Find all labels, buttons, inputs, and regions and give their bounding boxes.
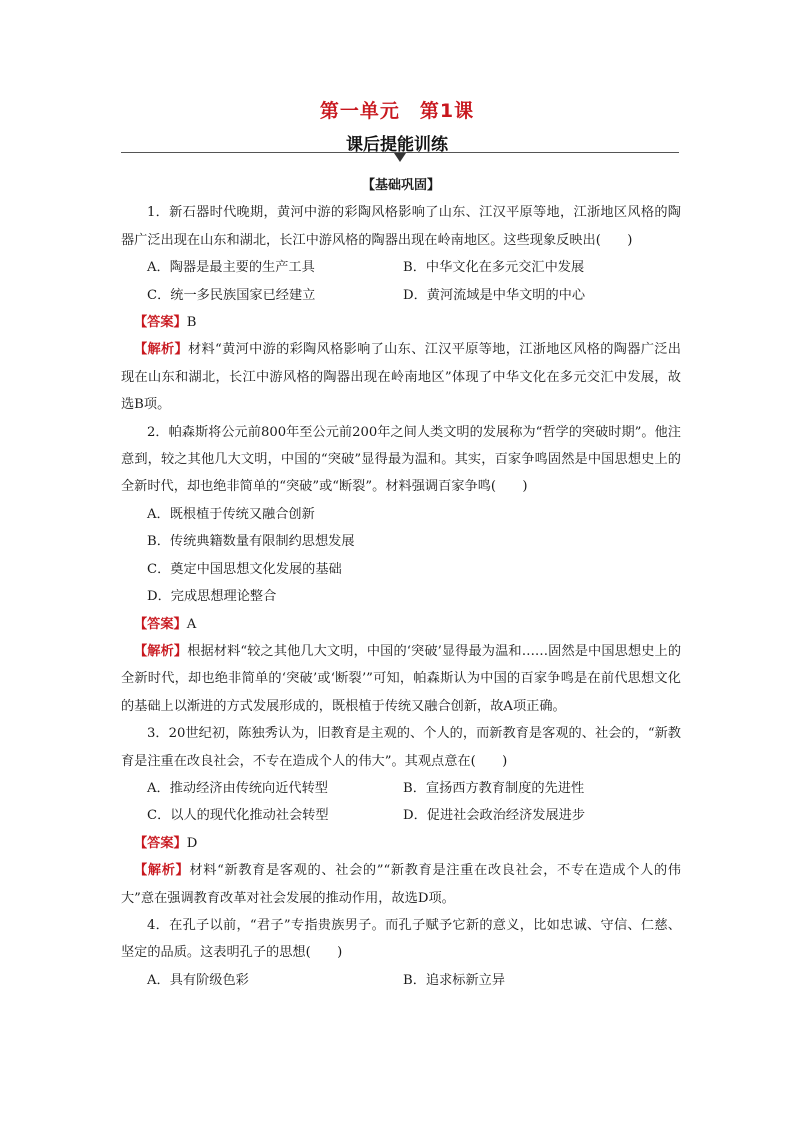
question-1-answer [121,309,681,336]
question-1-options-row-1 [121,254,681,281]
question-1-option-b: B．中华文化在多元交汇中发展 [403,260,585,276]
answer-value: B [186,315,197,331]
analysis-text: 材料“黄河中游的彩陶风格影响了山东、江汉平原等地，江浙地区风格的陶器广泛出现在山东和湖北，长江中游风格的陶器出现在岭南地区”体现了中华文化在多元交汇中发展，故选B项。 [121,342,681,413]
question-3-option-c: C．以人的现代化推动社会转型 [147,808,329,824]
analysis-label: 【解析】 [134,342,189,358]
analysis-text: 材料“新教育是客观的、社会的”“新教育是注重在改良社会，不专在造成个人的伟大”意在强调教育改革对社会发展的推动作用，故选D项。 [121,863,681,906]
question-1-option-d: D．黄河流域是中华文明的中心 [403,287,586,303]
analysis-label: 【解析】 [134,643,188,659]
question-2-answer [121,611,681,638]
analysis-label: 【解析】 [134,863,190,879]
question-1-stem: 1．新石器时代晚期，黄河中游的彩陶风格影响了山东、江汉平原等地，江浙地区风格的陶器广泛出现在山东和湖北，长江中游风格的陶器出现在岭南地区。这些现象反映出( ) [121,205,681,248]
question-2-option-b: B．传统典籍数量有限制约思想发展 [147,534,355,550]
question-3-stem: 3．20世纪初，陈独秀认为，旧教育是主观的、个人的，而新教育是客观的、社会的，“新教育是注重在改良社会，不专在造成个人的伟大”。其观点意在( ) [121,726,681,769]
question-4-option-a: A．具有阶级色彩 [147,972,249,988]
question-1-option-a: A．陶器是最主要的生产工具 [147,260,315,276]
question-2-analysis [121,638,681,720]
question-2-stem: 2．帕森斯将公元前800年至公元前200年之间人类文明的发展称为“哲学的突破时期”。他注意到，较之其他几大文明，中国的“突破”显得最为温和。其实，百家争鸣固然是中国思想史上的全新时代，却也绝非简单的“突破”或“断裂”。材料强调百家争鸣( ) [121,424,681,495]
analysis-text: 根据材料“较之其他几大文明，中国的‘突破’显得最为温和……固然是中国思想史上的全新时代，却也绝非简单的‘突破’或‘断裂’”可知，帕森斯认为中国的百家争鸣是在前代思想文化的基础上以渐进的方式发展形成的，既根植于传统又融合创新，故A项正确。 [121,643,682,714]
question-4-stem: 4．在孔子以前，“君子”专指贵族男子。而孔子赋予它新的意义，比如忠诚、守信、仁慈、坚定的品质。这表明孔子的思想( ) [121,917,681,961]
question-2-option-a: A．既根植于传统又融合创新 [147,506,315,522]
section-heading: 【基础巩固】 [361,178,440,193]
question-3-answer [121,830,681,857]
down-arrow-icon [394,153,406,162]
question-4-options-row-1 [121,967,681,994]
question-3-analysis [121,857,681,912]
question-3-option-a: A．推动经济由传统向近代转型 [147,780,328,796]
question-3-option-d: D．促进社会政治经济发展进步 [403,808,586,824]
unit-title: 第一单元 第1课 [319,100,475,122]
question-1-options-row-2 [121,282,681,309]
answer-value: A [186,616,197,632]
question-3-option-b: B．宣扬西方教育制度的先进性 [403,780,585,796]
question-4-option-b: B．追求标新立异 [403,972,506,988]
question-1-option-c: C．统一多民族国家已经建立 [147,287,316,303]
question-1-analysis [121,336,681,418]
exercise-content [121,172,681,994]
question-3-options-row-1 [121,775,681,802]
answer-label: 【答案】 [134,616,187,632]
answer-label: 【答案】 [134,835,187,851]
answer-label: 【答案】 [134,315,187,331]
question-2-option-d: D．完成思想理论整合 [147,589,277,605]
question-2-option-c: C．奠定中国思想文化发展的基础 [147,561,342,577]
question-3-options-row-2 [121,802,681,829]
answer-value: D [186,835,198,851]
page-subtitle: 课后提能训练 [346,135,448,155]
